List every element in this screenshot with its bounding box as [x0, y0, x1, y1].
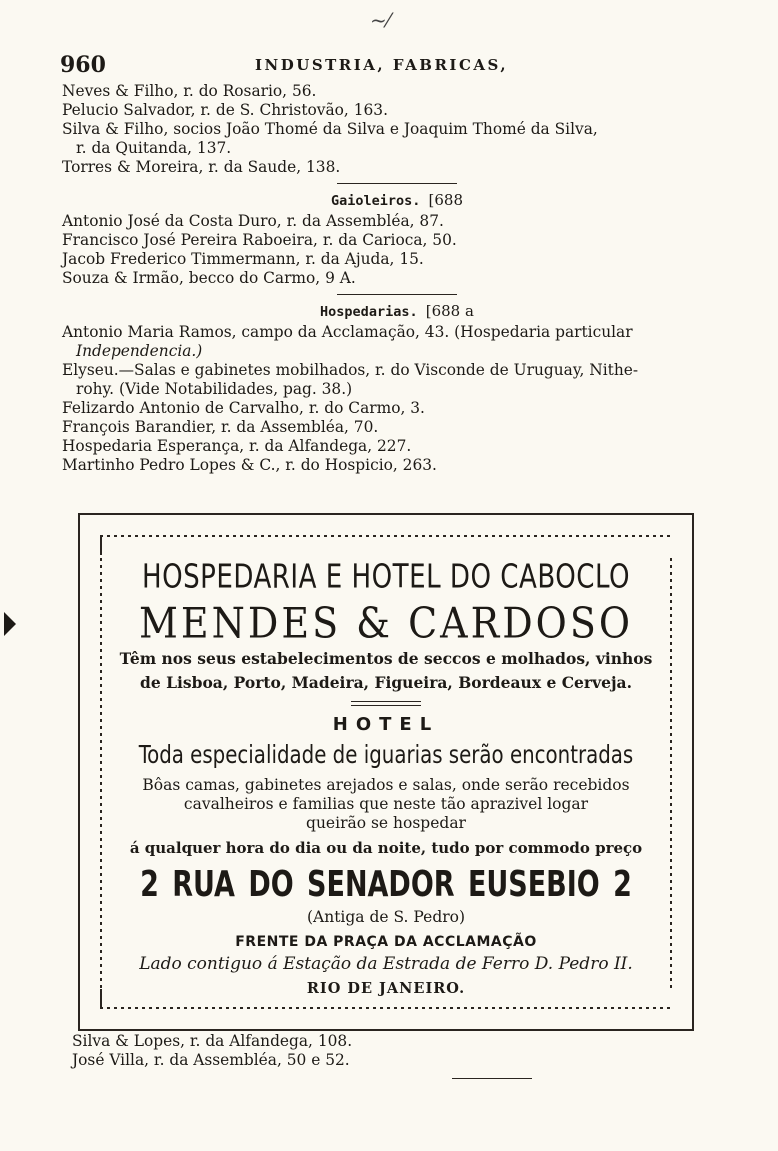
entry-line: Antonio Maria Ramos, campo da Acclamação, 43. (Hospedaria particular — [62, 323, 633, 341]
entry-line: José Villa, r. da Assembléa, 50 e 52. — [72, 1051, 350, 1069]
running-title: INDUSTRIA, FABRICAS, — [255, 56, 509, 74]
ad-divider — [351, 701, 421, 706]
entries-column — [62, 82, 732, 475]
ad-body-line: queirão se hospedar — [306, 814, 466, 832]
section-number: [688 — [428, 191, 464, 209]
ad-hours: á qualquer hora do dia ou da noite, tudo por commodo preço — [129, 839, 643, 857]
ad-location: FRENTE DA PRAÇA DA ACCLAMAÇÃO — [235, 934, 537, 950]
ad-landmark: Lado contiguo á Estação da Estrada de Ferro D. Pedro II. — [139, 954, 633, 974]
ad-city: RIO DE JANEIRO. — [306, 980, 466, 997]
ad-address: 2 RUA DO SENADOR EUSEBIO 2 — [140, 863, 632, 906]
entry-line: Martinho Pedro Lopes & C., r. do Hospicio, 263. — [62, 456, 437, 474]
ad-text-line: Têm nos seus estabelecimentos de seccos e molhados, vinhos — [119, 649, 653, 668]
section-heading-gaioleiros — [62, 190, 732, 212]
ad-body-line: Bôas camas, gabinetes arejados e salas, onde serão recebidos — [142, 776, 630, 794]
entry-line: Pelucio Salvador, r. de S. Christovão, 163. — [62, 101, 388, 119]
ad-title: HOSPEDARIA E HOTEL DO CABOCLO — [141, 556, 631, 596]
entry-line: Felizardo Antonio de Carvalho, r. do Carmo, 3. — [62, 399, 425, 417]
ad-old-street-name: (Antiga de S. Pedro) — [306, 908, 466, 926]
page-number: 960 — [60, 52, 106, 78]
section-title: Hospedarias. — [320, 304, 418, 320]
ad-hotel-banner: HOTEL — [332, 714, 440, 735]
entry-line: Francisco José Pereira Raboeira, r. da Carioca, 50. — [62, 231, 457, 249]
ad-text-line: de Lisboa, Porto, Madeira, Figueira, Bordeaux e Cerveja. — [140, 673, 632, 692]
handwritten-mark: ~⁄ — [370, 8, 391, 32]
entry-line: Jacob Frederico Timmermann, r. da Ajuda, 15. — [62, 250, 424, 268]
entry-line: r. da Quitanda, 137. — [76, 139, 232, 157]
entries-after-advert — [72, 1032, 692, 1079]
entry-line: François Barandier, r. da Assembléa, 70. — [62, 418, 379, 436]
section-number: [688 a — [425, 302, 474, 320]
entry-line: Silva & Lopes, r. da Alfandega, 108. — [72, 1032, 353, 1050]
entry-line: Souza & Irmão, becco do Carmo, 9 A. — [62, 269, 356, 287]
section-divider — [337, 294, 457, 295]
ad-specialty: Toda especialidade de iguarias serão encontradas — [138, 741, 634, 770]
entry-line: Neves & Filho, r. do Rosario, 56. — [62, 82, 317, 100]
entry-line: Torres & Moreira, r. da Saude, 138. — [62, 158, 341, 176]
section-title: Gaioleiros. — [330, 193, 421, 209]
ad-body-line: cavalheiros e familias que neste tão aprazivel logar — [183, 795, 589, 813]
entry-line: Silva & Filho, socios João Thomé da Silva e Joaquim Thomé da Silva, — [62, 120, 598, 138]
margin-pointer-mark — [4, 612, 16, 636]
entry-line: rohy. (Vide Notabilidades, pag. 38.) — [76, 380, 353, 398]
entry-line: Hospedaria Esperança, r. da Alfandega, 227. — [62, 437, 412, 455]
entry-line: Antonio José da Costa Duro, r. da Assembléa, 87. — [62, 212, 444, 230]
advertisement-content — [102, 537, 670, 1007]
section-heading-hospedarias — [62, 301, 732, 323]
section-divider — [452, 1078, 532, 1079]
section-divider — [337, 183, 457, 184]
advertisement-box — [78, 513, 694, 1031]
entry-line: Independencia.) — [76, 342, 203, 360]
ad-firm-name: MENDES & CARDOSO — [138, 598, 634, 648]
running-header — [60, 52, 720, 78]
entry-line: Elyseu.—Salas e gabinetes mobilhados, r. do Visconde de Uruguay, Nithe- — [62, 361, 639, 379]
